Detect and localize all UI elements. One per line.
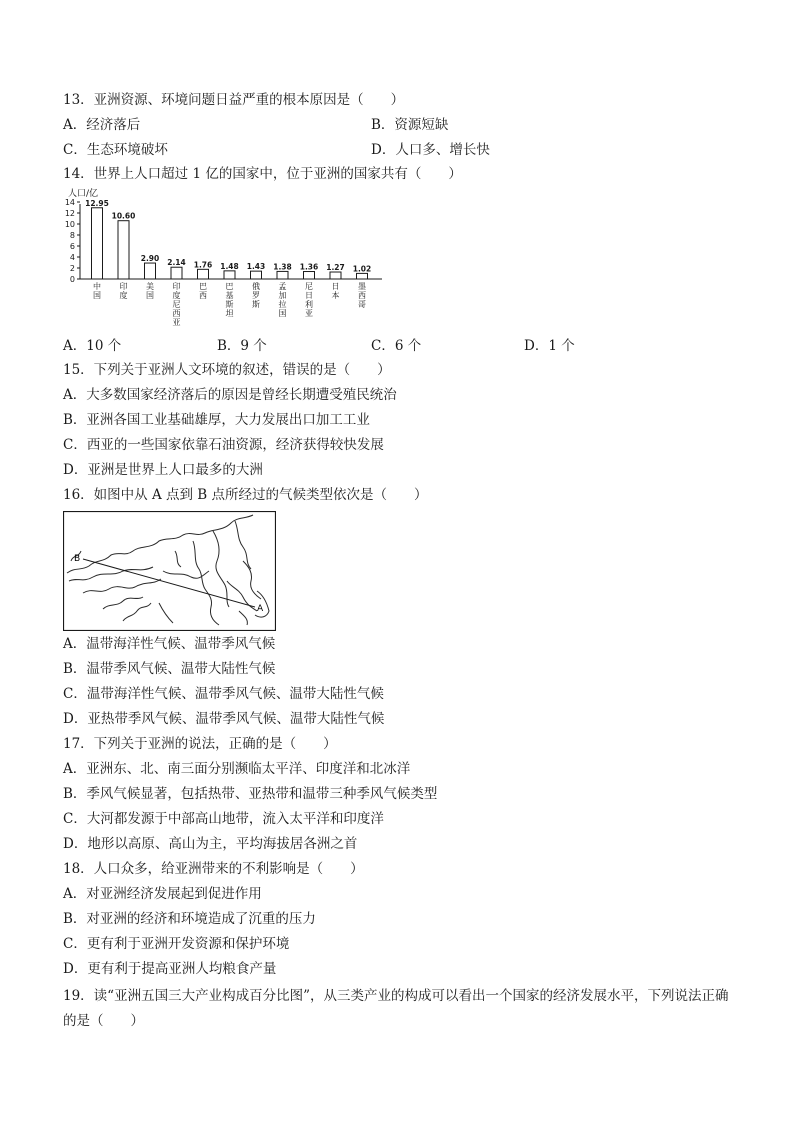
bar <box>330 272 341 279</box>
q13-stem: 13．亚洲资源、环境问题日益严重的根本原因是（ ） <box>63 92 405 108</box>
y-tick-label: 6 <box>69 242 75 251</box>
q14-option-d[interactable]: D．1 个 <box>524 338 575 354</box>
bar <box>92 208 103 279</box>
q18-stem: 18．人口众多，给亚洲带来的不利影响是（ ） <box>63 861 364 877</box>
y-tick-label: 14 <box>64 198 75 207</box>
q17-option-c[interactable]: C．大河都发源于中部高山地带，流入太平洋和印度洋 <box>63 811 384 827</box>
bar <box>357 273 368 279</box>
x-category-label: 日本 <box>331 282 340 300</box>
y-tick-label: 10 <box>64 220 75 229</box>
q19-stem: 19．读“亚洲五国三大产业构成百分比图”，从三类产业的构成可以看出一个国家的经济发展水平，下列说法正确的是（ ） <box>63 988 729 1029</box>
bar-value-label: 1.27 <box>326 263 345 273</box>
q15-stem: 15．下列关于亚洲人文环境的叙述，错误的是（ ） <box>63 362 391 378</box>
q13-option-d[interactable]: D．人口多、增长快 <box>371 142 490 158</box>
q14-stem: 14．世界上人口超过 1 亿的国家中，位于亚洲的国家共有（ ） <box>63 166 462 182</box>
map-point-b-label: B <box>74 554 81 564</box>
bar-value-label: 1.02 <box>352 264 372 274</box>
bar-value-label: 1.38 <box>273 262 292 272</box>
q18-option-a[interactable]: A．对亚洲经济发展起到促进作用 <box>63 886 262 902</box>
bar-value-label: 1.36 <box>299 262 319 272</box>
bar-value-label: 1.43 <box>246 262 266 272</box>
bar-value-label: 10.60 <box>111 211 136 221</box>
y-tick-label: 8 <box>69 231 75 240</box>
y-tick-label: 4 <box>69 253 75 262</box>
q13-option-a[interactable]: A．经济落后 <box>63 117 141 133</box>
y-tick-label: 2 <box>69 264 75 273</box>
bar <box>224 271 235 279</box>
q16-option-b[interactable]: B．温带季风气候、温带大陆性气候 <box>63 661 276 677</box>
population-bar-chart <box>60 186 390 336</box>
q18-option-c[interactable]: C．更有利于亚洲开发资源和保护环境 <box>63 936 290 952</box>
asia-route-map <box>63 511 276 631</box>
map-point-a-label: A <box>257 604 264 614</box>
q14-option-b[interactable]: B．9 个 <box>217 338 267 354</box>
q16-option-d[interactable]: D．亚热带季风气候、温带季风气候、温带大陆性气候 <box>63 711 385 727</box>
x-category-label: 中国 <box>93 282 101 300</box>
q14-option-a[interactable]: A．10 个 <box>63 338 122 354</box>
bar <box>277 271 288 279</box>
q13-option-c[interactable]: C．生态环境破坏 <box>63 142 168 158</box>
x-category-label: 孟加拉国 <box>278 282 287 318</box>
q17-option-a[interactable]: A．亚洲东、北、南三面分别濒临太平洋、印度洋和北冰洋 <box>63 761 411 777</box>
chart-y-axis-label: 人口/亿 <box>68 189 99 199</box>
q16-option-a[interactable]: A．温带海洋性气候、温带季风气候 <box>63 636 276 652</box>
bar-value-label: 2.14 <box>167 258 186 268</box>
bar-value-label: 1.76 <box>193 260 213 270</box>
bar-value-label: 1.48 <box>220 261 239 271</box>
bar <box>251 271 262 279</box>
x-category-label: 俄罗斯 <box>252 282 260 309</box>
q17-option-d[interactable]: D．地形以高原、高山为主，平均海拔居各洲之首 <box>63 836 358 852</box>
q16-stem: 16．如图中从 A 点到 B 点所经过的气候类型依次是（ ） <box>63 487 428 503</box>
q15-option-a[interactable]: A．大多数国家经济落后的原因是曾经长期遭受殖民统治 <box>63 387 397 403</box>
q15-option-c[interactable]: C．西亚的一些国家依靠石油资源，经济获得较快发展 <box>63 437 384 453</box>
x-category-label: 尼日利亚 <box>305 282 313 318</box>
q16-option-c[interactable]: C．温带海洋性气候、温带季风气候、温带大陆性气候 <box>63 686 384 702</box>
bar <box>171 267 182 279</box>
q17-option-b[interactable]: B．季风气候显著，包括热带、亚热带和温带三种季风气候类型 <box>63 786 438 802</box>
bar <box>198 269 209 279</box>
q15-option-b[interactable]: B．亚洲各国工业基础雄厚，大力发展出口加工工业 <box>63 412 370 428</box>
q18-option-d[interactable]: D．更有利于提高亚洲人均粮食产量 <box>63 961 277 977</box>
q17-stem: 17．下列关于亚洲的说法，正确的是（ ） <box>63 736 337 752</box>
bar-value-label: 12.95 <box>85 198 109 208</box>
q14-option-c[interactable]: C．6 个 <box>371 338 422 354</box>
x-category-label: 巴西 <box>199 282 207 300</box>
bar <box>304 272 315 279</box>
x-category-label: 美国 <box>146 282 154 300</box>
x-category-label: 印度 <box>119 282 128 300</box>
q18-option-b[interactable]: B．对亚洲的经济和环境造成了沉重的压力 <box>63 911 316 927</box>
x-category-label: 印度尼西亚 <box>172 282 181 327</box>
bar-value-label: 2.90 <box>140 254 160 264</box>
y-tick-label: 12 <box>64 209 75 218</box>
bar <box>118 221 129 279</box>
map-frame <box>64 512 276 631</box>
y-tick-label: 0 <box>69 275 75 284</box>
x-category-label: 墨西哥 <box>358 282 366 309</box>
x-category-label: 巴基斯坦 <box>225 282 234 318</box>
bar <box>145 263 156 279</box>
q13-option-b[interactable]: B．资源短缺 <box>371 117 449 133</box>
q15-option-d[interactable]: D．亚洲是世界上人口最多的大洲 <box>63 462 263 478</box>
